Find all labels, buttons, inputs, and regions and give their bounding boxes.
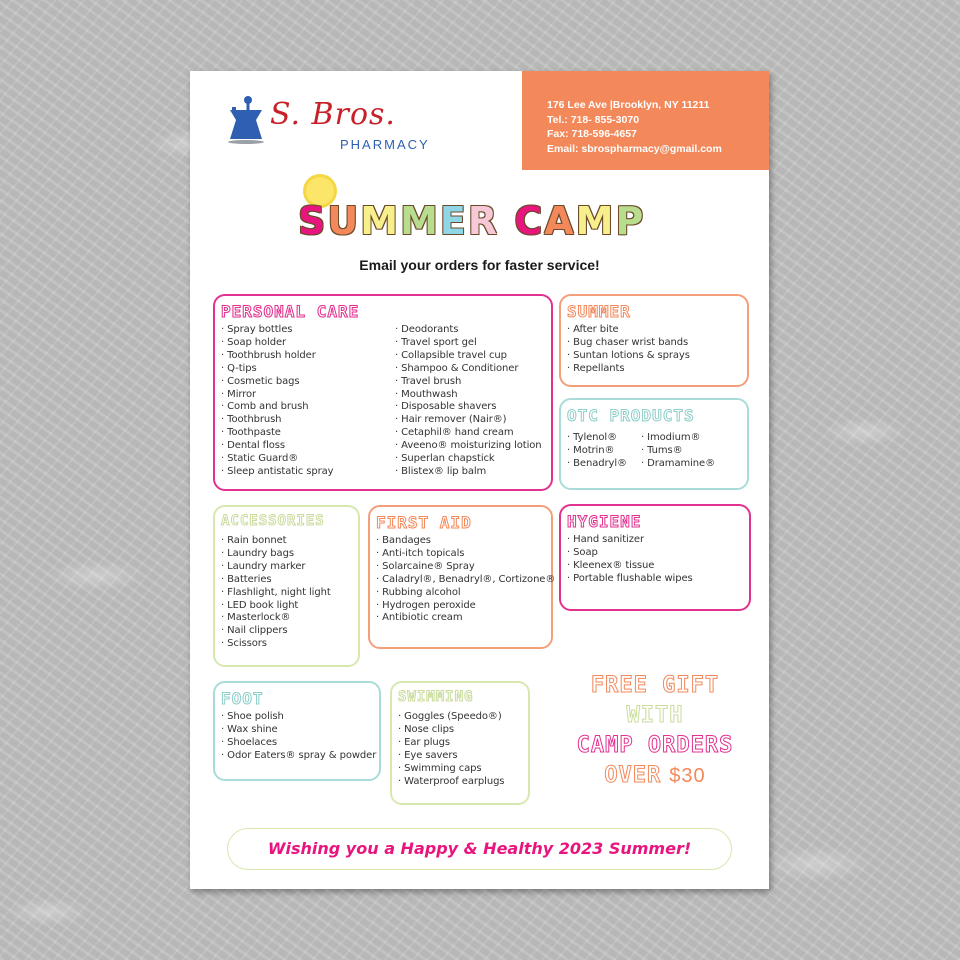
- list-item: · Shoe polish: [221, 711, 379, 724]
- foot-list: [221, 711, 379, 763]
- free-gift-promo: [540, 671, 770, 791]
- list-item: · Bandages: [376, 535, 551, 548]
- section-summer: [559, 294, 749, 387]
- logo-pharmacy-text: PHARMACY: [340, 137, 430, 152]
- list-item: · Hair remover (Nair®): [395, 414, 542, 427]
- list-item: · Travel brush: [395, 376, 542, 389]
- list-item: · Tums®: [641, 445, 715, 458]
- list-item: · Ear plugs: [398, 737, 528, 750]
- list-item: · Travel sport gel: [395, 337, 542, 350]
- hygiene-list: [567, 534, 749, 586]
- section-otc-products: [559, 398, 749, 490]
- list-item: · Dramamine®: [641, 458, 715, 471]
- list-item: · After bite: [567, 324, 747, 337]
- section-foot: [213, 681, 381, 781]
- title-letter: S: [298, 199, 328, 243]
- list-item: · Wax shine: [221, 724, 379, 737]
- fax: Fax: 718-596-4657: [547, 128, 637, 140]
- promo-line-2: WITH: [626, 703, 684, 728]
- list-item: · Toothpaste: [221, 427, 395, 440]
- list-item: · Shampoo & Conditioner: [395, 363, 542, 376]
- list-item: · Dental floss: [221, 440, 395, 453]
- list-item: · Masterlock®: [221, 612, 358, 625]
- summer-camp-title: [298, 177, 660, 247]
- list-item: · LED book light: [221, 600, 358, 613]
- list-item: · Laundry bags: [221, 548, 358, 561]
- section-title: SUMMER: [567, 302, 631, 321]
- list-item: · Sleep antistatic spray: [221, 466, 395, 479]
- subtitle: Email your orders for faster service!: [359, 257, 600, 273]
- mortar-pestle-icon: [228, 95, 264, 145]
- list-item: · Repellants: [567, 363, 747, 376]
- section-swimming: [390, 681, 530, 805]
- list-item: · Waterproof earplugs: [398, 776, 528, 789]
- list-item: · Scissors: [221, 638, 358, 651]
- list-item: · Collapsible travel cup: [395, 350, 542, 363]
- list-item: · Toothbrush: [221, 414, 395, 427]
- list-item: · Caladryl®, Benadryl®, Cortizone®: [376, 574, 551, 587]
- list-item: · Spray bottles: [221, 324, 395, 337]
- section-hygiene: [559, 504, 751, 611]
- section-title: FOOT: [221, 689, 264, 708]
- list-item: · Imodium®: [641, 432, 715, 445]
- list-item: · Toothbrush holder: [221, 350, 395, 363]
- first-aid-list: [376, 535, 556, 625]
- title-letter: E: [439, 199, 468, 243]
- title-letter: M: [575, 199, 616, 243]
- contact-info-panel: [522, 71, 769, 170]
- title-letter: R: [467, 199, 500, 243]
- list-item: · Nose clips: [398, 724, 528, 737]
- list-item: · Benadryl®: [567, 458, 641, 471]
- title-letter: P: [615, 199, 646, 243]
- list-item: · Kleenex® tissue: [567, 560, 749, 573]
- list-item: · Flashlight, night light: [221, 587, 358, 600]
- section-personal-care: [213, 294, 553, 491]
- title-letter: U: [327, 199, 361, 243]
- personal-care-list-1: [221, 324, 395, 479]
- list-item: · Cetaphil® hand cream: [395, 427, 542, 440]
- section-title: OTC PRODUCTS: [567, 406, 695, 425]
- list-item: · Rain bonnet: [221, 535, 358, 548]
- pharmacy-logo: [228, 95, 448, 155]
- title-letter: M: [400, 199, 440, 243]
- list-item: · Q-tips: [221, 363, 395, 376]
- email-link[interactable]: Email: sbrospharmacy@gmail.com: [547, 142, 722, 155]
- list-item: · Comb and brush: [221, 401, 395, 414]
- footer-banner: Wishing you a Happy & Healthy 2023 Summer!: [227, 828, 732, 870]
- list-item: · Portable flushable wipes: [567, 573, 749, 586]
- list-item: · Blistex® lip balm: [395, 466, 542, 479]
- list-item: · Suntan lotions & sprays: [567, 350, 747, 363]
- list-item: · Swimming caps: [398, 763, 528, 776]
- section-accessories: [213, 505, 360, 667]
- list-item: · Eye savers: [398, 750, 528, 763]
- list-item: · Disposable shavers: [395, 401, 542, 414]
- accessories-list: [221, 535, 358, 651]
- list-item: · Mouthwash: [395, 389, 542, 402]
- promo-line-3: CAMP ORDERS: [576, 733, 734, 758]
- list-item: · Soap: [567, 547, 749, 560]
- telephone: Tel.: 718- 855-3070: [547, 113, 640, 126]
- section-title: SWIMMING: [398, 689, 474, 705]
- promo-amount: $30: [669, 765, 706, 787]
- list-item: · Batteries: [221, 574, 358, 587]
- promo-line-1: FREE GIFT: [590, 673, 720, 698]
- list-item: · Antibiotic cream: [376, 612, 551, 625]
- title-letter: A: [544, 199, 576, 243]
- list-item: · Hand sanitizer: [567, 534, 749, 547]
- list-item: · Static Guard®: [221, 453, 395, 466]
- summer-list: [567, 324, 747, 376]
- list-item: · Motrin®: [567, 445, 641, 458]
- title-letter: C: [514, 199, 545, 243]
- list-item: · Bug chaser wrist bands: [567, 337, 747, 350]
- title-text: [298, 199, 660, 243]
- title-letter: M: [360, 199, 401, 243]
- section-title: ACCESSORIES: [221, 513, 325, 529]
- address: 176 Lee Ave |Brooklyn, NY 11211: [547, 99, 710, 111]
- list-item: · Laundry marker: [221, 561, 358, 574]
- swimming-list: [398, 711, 528, 788]
- list-item: · Solarcaine® Spray: [376, 561, 551, 574]
- list-item: · Goggles (Speedo®): [398, 711, 528, 724]
- list-item: · Nail clippers: [221, 625, 358, 638]
- section-title: FIRST AID: [376, 513, 472, 532]
- list-item: · Rubbing alcohol: [376, 587, 551, 600]
- section-title: HYGIENE: [567, 512, 642, 531]
- list-item: · Odor Eaters® spray & powder: [221, 750, 379, 763]
- list-item: · Mirror: [221, 389, 395, 402]
- otc-list-2: [641, 432, 715, 471]
- section-title: PERSONAL CARE: [221, 302, 360, 321]
- personal-care-list-2: [395, 324, 542, 479]
- list-item: · Tylenol®: [567, 432, 641, 445]
- title-letter: [499, 199, 514, 243]
- list-item: · Aveeno® moisturizing lotion: [395, 440, 542, 453]
- section-first-aid: [368, 505, 556, 649]
- logo-script-text: S. Bros.: [270, 97, 396, 132]
- list-item: · Soap holder: [221, 337, 395, 350]
- flyer: [190, 71, 769, 889]
- list-item: · Superlan chapstick: [395, 453, 542, 466]
- list-item: · Shoelaces: [221, 737, 379, 750]
- list-item: · Anti-itch topicals: [376, 548, 551, 561]
- promo-line-4: OVER: [604, 763, 662, 788]
- list-item: · Hydrogen peroxide: [376, 600, 551, 613]
- list-item: · Deodorants: [395, 324, 542, 337]
- otc-list-1: [567, 432, 641, 471]
- list-item: · Cosmetic bags: [221, 376, 395, 389]
